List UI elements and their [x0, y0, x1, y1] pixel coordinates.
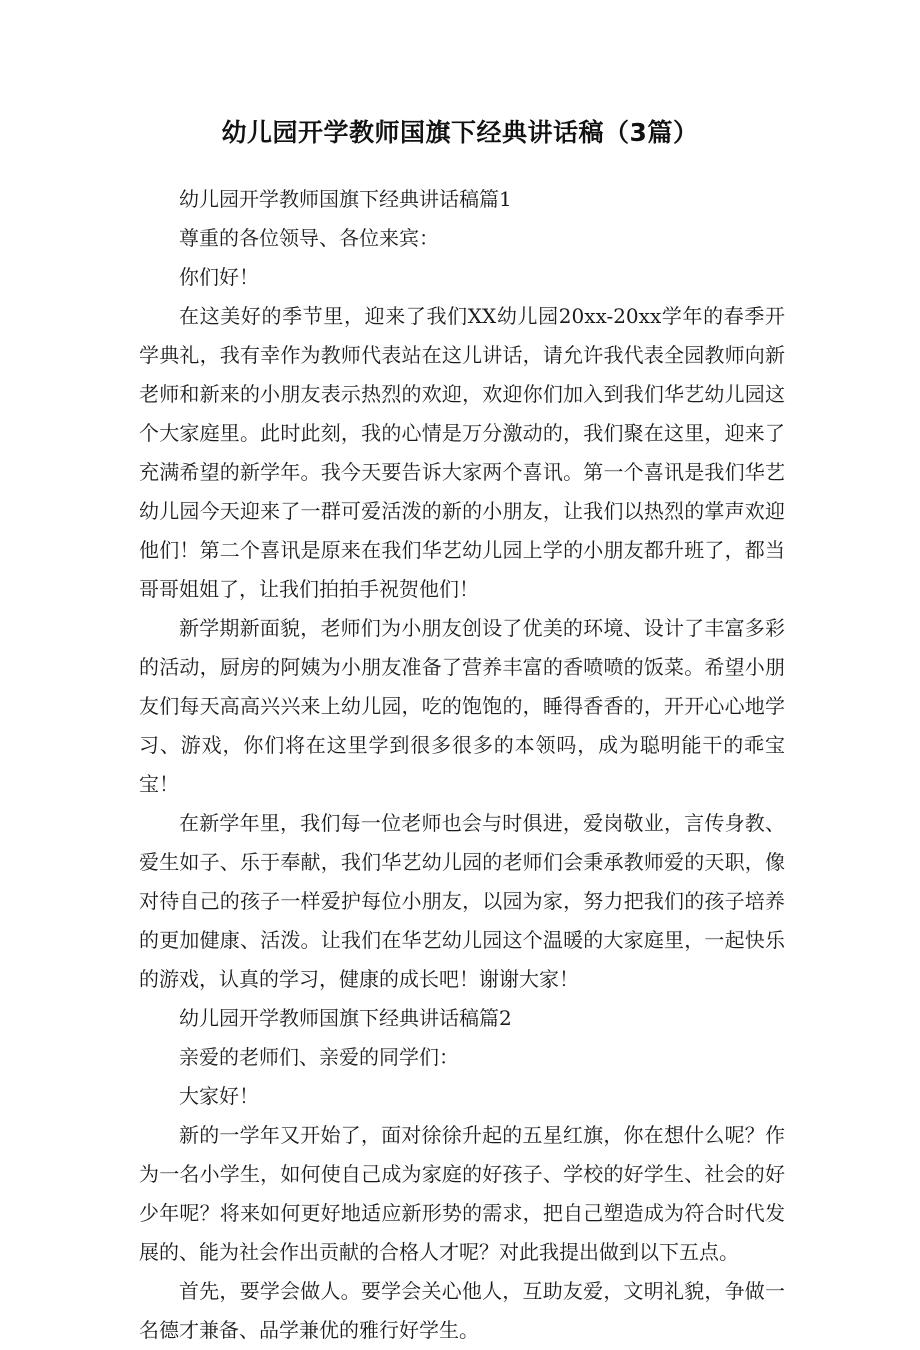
salutation: 亲爱的老师们、亲爱的同学们： — [179, 1045, 459, 1069]
body-paragraph: 在这美好的季节里，迎来了我们XX幼儿园20xx-20xx学年的春季开学典礼，我有幸作为教师代表站在这儿讲话，请允许我代表全园教师向新老师和新来的小朋友表示热烈的欢迎，欢迎你们加入到我们华艺幼儿园这个大家庭里。此时此刻，我的心情是万分激动的，我们聚在这里，迎来了充满希望的新学年。我今天要告诉大家两个喜讯。第一个喜讯是我们华艺幼儿园今天迎来了一群可爱活泼的新的小朋友，让我们以热烈的掌声欢迎他们！第二个喜讯是原来在我们华艺幼儿园上学的小朋友都升班了，都当哥哥姐姐了，让我们拍拍手祝贺他们！ — [139, 304, 785, 601]
body-paragraph: 新学期新面貌，老师们为小朋友创设了优美的环境、设计了丰富多彩的活动，厨房的阿姨为小朋友准备了营养丰富的香喷喷的饭菜。希望小朋友们每天高高兴兴来上幼儿园，吃的饱饱的，睡得香香的，开开心心地学习、游戏，你们将在这里学到很多很多的本领吗，成为聪明能干的乖宝宝！ — [139, 616, 785, 796]
section-heading: 幼儿园开学教师国旗下经典讲话稿篇1 — [179, 187, 512, 211]
greeting: 你们好！ — [179, 265, 259, 289]
body-paragraph: 首先，要学会做人。要学会关心他人，互助友爱，文明礼貌，争做一名德才兼备、品学兼优的雅行好学生。 — [139, 1279, 785, 1342]
section-heading: 幼儿园开学教师国旗下经典讲话稿篇2 — [179, 1006, 512, 1030]
greeting: 大家好！ — [179, 1084, 259, 1108]
document-title: 幼儿园开学教师国旗下经典讲话稿（3篇） — [221, 118, 699, 147]
document-body — [139, 180, 785, 1350]
salutation: 尊重的各位领导、各位来宾： — [179, 226, 439, 250]
body-paragraph: 新的一学年又开始了，面对徐徐升起的五星红旗，你在想什么呢？作为一名小学生，如何使自己成为家庭的好孩子、学校的好学生、社会的好少年呢？将来如何更好地适应新形势的需求，把自己塑造成为符合时代发展的、能为社会作出贡献的合格人才呢？对此我提出做到以下五点。 — [139, 1123, 785, 1264]
body-paragraph: 在新学年里，我们每一位老师也会与时俱进，爱岗敬业，言传身教、爱生如子、乐于奉献，我们华艺幼儿园的老师们会秉承教师爱的天职，像对待自己的孩子一样爱护每位小朋友，以园为家，努力把我们的孩子培养的更加健康、活泼。让我们在华艺幼儿园这个温暖的大家庭里，一起快乐的游戏，认真的学习，健康的成长吧！谢谢大家！ — [139, 811, 785, 991]
